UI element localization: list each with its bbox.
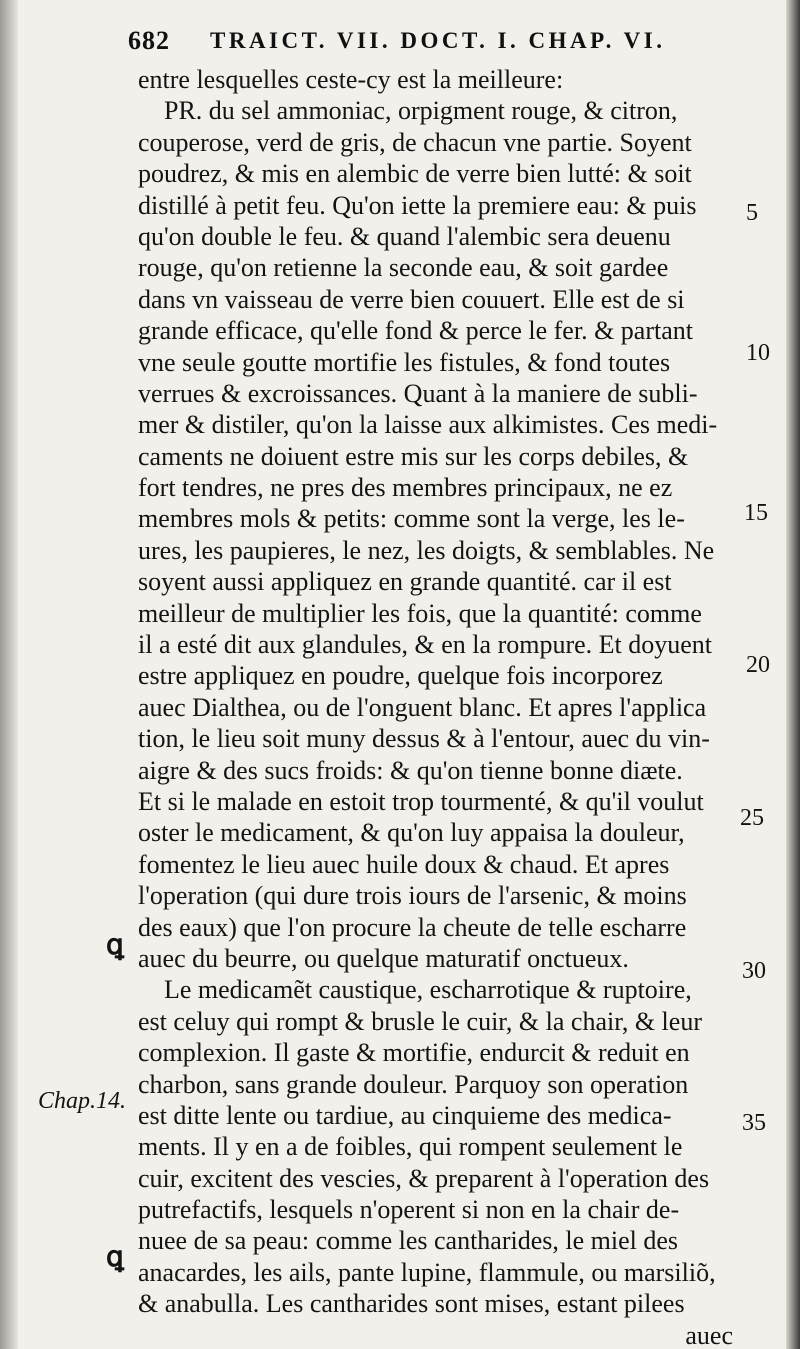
catchword: auec bbox=[685, 1320, 733, 1349]
text-line: complexion. Il gaste & mortifie, endurcit & reduit en bbox=[138, 1038, 690, 1068]
text-line: ures, les paupieres, le nez, les doigts, & semblables. Ne bbox=[138, 535, 715, 565]
text-line: fort tendres, ne pres des membres principaux, ne ez bbox=[138, 473, 673, 503]
text-line: poudrez, & mis en alembic de verre bien lutté: & soit bbox=[138, 159, 692, 189]
text-line: & anabulla. Les cantharides sont mises, estant pilees bbox=[138, 1289, 685, 1319]
text-line: Et si le malade en estoit trop tourmenté, & qu'il voulut bbox=[138, 786, 704, 816]
page-header bbox=[128, 26, 708, 62]
text-line: rouge, qu'on retienne la seconde eau, & soit gardee bbox=[138, 253, 669, 283]
text-line: cuir, excitent des vescies, & preparent à l'operation des bbox=[138, 1163, 710, 1193]
text-line: distillé à petit feu. Qu'on iette la premiere eau: & puis bbox=[138, 190, 697, 220]
text-line: putrefactifs, lesquels n'operent si non en la chair de- bbox=[138, 1195, 680, 1225]
text-line: est celuy qui rompt & brusle le cuir, & la chair, & leur bbox=[138, 1006, 702, 1036]
text-line: l'operation (qui dure trois iours de l'arsenic, & moins bbox=[138, 881, 687, 911]
text-line: entre lesquelles ceste-cy est la meilleure: bbox=[138, 65, 564, 94]
page-number: 682 bbox=[128, 26, 170, 55]
text-line: est ditte lente ou tardiue, au cinquieme des medica- bbox=[138, 1100, 672, 1130]
body-text bbox=[138, 64, 733, 1349]
line-number: 15 bbox=[744, 500, 768, 526]
text-line: auec du beurre, ou quelque maturatif onctueux. bbox=[138, 943, 629, 973]
text-line: PR. du sel ammoniac, orpigment rouge, & citron, bbox=[164, 96, 678, 126]
margin-note: Chap.14. bbox=[38, 1088, 127, 1114]
text-line: auec Dialthea, ou de l'onguent blanc. Et apres l'applica bbox=[138, 692, 707, 722]
paragraph-mark: ꝗ bbox=[106, 1242, 124, 1273]
line-number: 35 bbox=[742, 1110, 766, 1136]
text-line: soyent aussi appliquez en grande quantité. car il est bbox=[138, 567, 672, 597]
line-number: 30 bbox=[742, 958, 766, 984]
text-line: ments. Il y en a de foibles, qui rompent seulement le bbox=[138, 1132, 683, 1162]
text-line: il a esté dit aux glandules, & en la rompure. Et doyuent bbox=[138, 630, 713, 660]
text-line: des eaux) que l'on procure la cheute de telle escharre bbox=[138, 912, 687, 942]
text-line: membres mols & petits: comme sont la verge, les le- bbox=[138, 504, 685, 534]
text-line: fomentez le lieu auec huile doux & chaud. Et apres bbox=[138, 849, 670, 879]
line-number: 20 bbox=[746, 652, 770, 678]
paragraph-mark: ꝗ bbox=[106, 930, 124, 961]
text-line: vne seule goutte mortifie les fistules, & fond toutes bbox=[138, 347, 671, 377]
text-line: tion, le lieu soit muny dessus & à l'entour, auec du vin- bbox=[138, 724, 710, 754]
text-line: grande efficace, qu'elle fond & perce le fer. & partant bbox=[138, 316, 693, 346]
running-head: TRAICT. VII. DOCT. I. CHAP. VI. bbox=[210, 28, 666, 53]
text-line: nuee de sa peau: comme les cantharides, le miel des bbox=[138, 1226, 679, 1256]
line-number: 10 bbox=[746, 340, 770, 366]
text-line: oster le medicament, & qu'on luy appaisa la douleur, bbox=[138, 818, 685, 848]
text-line: mer & distiler, qu'on la laisse aux alkimistes. Ces medi- bbox=[138, 410, 718, 440]
text-line: qu'on double le feu. & quand l'alembic sera deuenu bbox=[138, 221, 671, 251]
text-line: Le medicamẽt caustique, escharrotique & ruptoire, bbox=[164, 975, 692, 1005]
text-line: verrues & excroissances. Quant à la maniere de subli- bbox=[138, 378, 698, 408]
text-line: couperose, verd de gris, de chacun vne partie. Soyent bbox=[138, 127, 692, 157]
text-line: caments ne doiuent estre mis sur les corps debiles, & bbox=[138, 441, 689, 471]
text-line: charbon, sans grande douleur. Parquoy son operation bbox=[138, 1069, 689, 1099]
text-line: estre appliquez en poudre, quelque fois incorporez bbox=[138, 661, 663, 691]
text-line: dans vn vaisseau de verre bien couuert. Elle est de si bbox=[138, 284, 685, 314]
text-line: meilleur de multiplier les fois, que la quantité: comme bbox=[138, 598, 702, 628]
text-line: anacardes, les ails, pante lupine, flammule, ou marsiliõ, bbox=[138, 1257, 716, 1287]
line-number: 5 bbox=[746, 200, 758, 226]
line-number: 25 bbox=[740, 805, 764, 831]
text-line: aigre & des sucs froids: & qu'on tienne bonne diæte. bbox=[138, 755, 683, 785]
